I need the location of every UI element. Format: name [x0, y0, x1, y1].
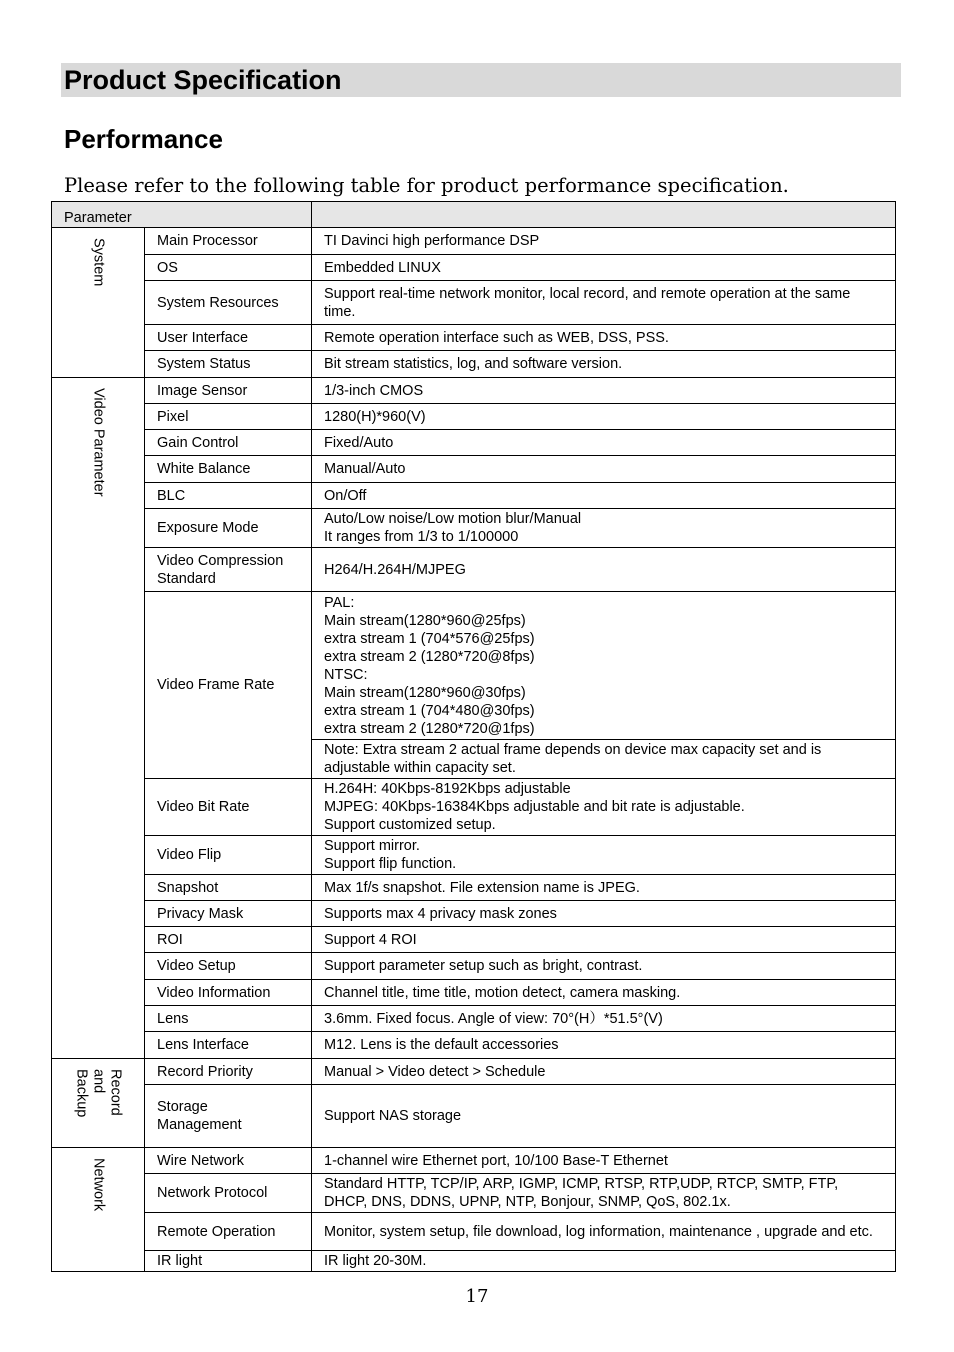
- param-value-cell: Standard HTTP, TCP/IP, ARP, IGMP, ICMP, RTSP, RTP,UDP, RTCP, SMTP, FTP, DHCP, DNS, DDNS, UPNP, NTP, Bonjour, SNMP, QoS, 802.1x.: [312, 1174, 896, 1213]
- param-name-cell: Exposure Mode: [145, 509, 312, 548]
- table-row: [52, 1174, 896, 1213]
- param-value-cell: M12. Lens is the default accessories: [312, 1032, 896, 1059]
- param-name-cell: Video Compression Standard: [145, 548, 312, 592]
- table-row: [52, 378, 896, 404]
- param-name-cell: BLC: [145, 483, 312, 509]
- table-row: [52, 836, 896, 875]
- param-note-cell: Note: Extra stream 2 actual frame depends on device max capacity set and is adjustable within capacity set.: [312, 740, 896, 779]
- table-row: [52, 548, 896, 592]
- param-value-cell: Fixed/Auto: [312, 430, 896, 456]
- table-row: [52, 255, 896, 281]
- intro-paragraph: Please refer to the following table for product performance specification.: [64, 174, 789, 197]
- param-value-cell: 1-channel wire Ethernet port, 10/100 Base-T Ethernet: [312, 1148, 896, 1174]
- table-row: [52, 1251, 896, 1272]
- param-name-cell: Remote Operation: [145, 1213, 312, 1251]
- param-value-cell: Embedded LINUX: [312, 255, 896, 281]
- group-label: System: [90, 238, 107, 287]
- param-name-cell: Video Information: [145, 980, 312, 1006]
- table-row: [52, 927, 896, 953]
- table-row: [52, 953, 896, 980]
- param-value-cell: Support 4 ROI: [312, 927, 896, 953]
- param-name-cell: Main Processor: [145, 228, 312, 255]
- param-name-cell: IR light: [145, 1251, 312, 1272]
- table-row: [52, 901, 896, 927]
- param-value-cell: 3.6mm. Fixed focus. Angle of view: 70°(H）*51.5°(V): [312, 1006, 896, 1032]
- table-row: [52, 325, 896, 351]
- group-label: Record and Backup: [73, 1069, 124, 1118]
- group-label: Network: [90, 1158, 107, 1212]
- table-row: [52, 1085, 896, 1148]
- param-value-cell: Support mirror. Support flip function.: [312, 836, 896, 875]
- param-name-cell: Lens Interface: [145, 1032, 312, 1059]
- table-row: [52, 980, 896, 1006]
- param-name-cell: Video Frame Rate: [145, 592, 312, 779]
- param-name-cell: Privacy Mask: [145, 901, 312, 927]
- table-row: [52, 1032, 896, 1059]
- param-value-cell: 1/3-inch CMOS: [312, 378, 896, 404]
- param-name-cell: System Status: [145, 351, 312, 378]
- group-label-cell: [52, 1148, 145, 1272]
- param-value-cell: Support real-time network monitor, local record, and remote operation at the same time.: [312, 281, 896, 325]
- param-value-cell: Supports max 4 privacy mask zones: [312, 901, 896, 927]
- param-name-cell: ROI: [145, 927, 312, 953]
- table-row: [52, 875, 896, 901]
- title-bar: [61, 63, 901, 97]
- param-value-cell: TI Davinci high performance DSP: [312, 228, 896, 255]
- group-label-cell: [52, 378, 145, 1059]
- table-row: [52, 404, 896, 430]
- header-value: [312, 202, 896, 228]
- param-name-cell: Video Setup: [145, 953, 312, 980]
- param-value-cell: Bit stream statistics, log, and software version.: [312, 351, 896, 378]
- param-value-cell: H264/H.264H/MJPEG: [312, 548, 896, 592]
- table-row: [52, 1213, 896, 1251]
- table-row: [52, 509, 896, 548]
- param-value-cell: Remote operation interface such as WEB, DSS, PSS.: [312, 325, 896, 351]
- param-value-cell: 1280(H)*960(V): [312, 404, 896, 430]
- table-row: [52, 351, 896, 378]
- param-value-cell: Support NAS storage: [312, 1085, 896, 1148]
- param-value-cell: PAL: Main stream(1280*960@25fps) extra stream 1 (704*576@25fps) extra stream 2 (1280*720@8fps) NTSC: Main stream(1280*960@30fps) extra stream 1 (704*480@30fps) extra stream 2 (1280*720@1fps): [312, 592, 896, 740]
- table-row: [52, 430, 896, 456]
- param-value-cell: Monitor, system setup, file download, log information, maintenance , upgrade and etc.: [312, 1213, 896, 1251]
- param-value-cell: Manual > Video detect > Schedule: [312, 1059, 896, 1085]
- param-value-cell: Support parameter setup such as bright, contrast.: [312, 953, 896, 980]
- param-name-cell: Pixel: [145, 404, 312, 430]
- section-heading: Performance: [64, 124, 223, 154]
- page-title: Product Specification: [64, 65, 342, 95]
- table-row: [52, 779, 896, 836]
- param-name-cell: Snapshot: [145, 875, 312, 901]
- table-row: [52, 483, 896, 509]
- param-value-cell: IR light 20-30M.: [312, 1251, 896, 1272]
- param-name-cell: System Resources: [145, 281, 312, 325]
- param-value-cell: Manual/Auto: [312, 456, 896, 483]
- param-name-cell: Record Priority: [145, 1059, 312, 1085]
- table-row: [52, 456, 896, 483]
- param-name-cell: Storage Management: [145, 1085, 312, 1148]
- param-name-cell: White Balance: [145, 456, 312, 483]
- param-value-cell: H.264H: 40Kbps-8192Kbps adjustable MJPEG: 40Kbps-16384Kbps adjustable and bit rate is adjustable. Support customized setup.: [312, 779, 896, 836]
- table-row: [52, 281, 896, 325]
- spec-table: [51, 201, 896, 1272]
- table-row: [52, 1148, 896, 1174]
- table-header-row: [52, 202, 896, 228]
- param-name-cell: Image Sensor: [145, 378, 312, 404]
- group-label-cell: [52, 1059, 145, 1148]
- param-name-cell: Gain Control: [145, 430, 312, 456]
- header-parameter: Parameter: [52, 202, 312, 228]
- table-row: [52, 1006, 896, 1032]
- group-label-cell: [52, 228, 145, 378]
- param-value-cell: Auto/Low noise/Low motion blur/Manual It ranges from 1/3 to 1/100000: [312, 509, 896, 548]
- param-value-cell: Channel title, time title, motion detect, camera masking.: [312, 980, 896, 1006]
- param-name-cell: Network Protocol: [145, 1174, 312, 1213]
- page-number: 17: [465, 1286, 489, 1307]
- param-name-cell: Video Bit Rate: [145, 779, 312, 836]
- spec-table-body: [52, 228, 896, 1272]
- table-row: [52, 1059, 896, 1085]
- param-name-cell: Wire Network: [145, 1148, 312, 1174]
- group-label: Video Parameter: [90, 388, 107, 497]
- table-row: [52, 592, 896, 740]
- param-name-cell: Video Flip: [145, 836, 312, 875]
- param-value-cell: On/Off: [312, 483, 896, 509]
- param-value-cell: Max 1f/s snapshot. File extension name is JPEG.: [312, 875, 896, 901]
- param-name-cell: Lens: [145, 1006, 312, 1032]
- param-name-cell: User Interface: [145, 325, 312, 351]
- param-name-cell: OS: [145, 255, 312, 281]
- table-row: [52, 228, 896, 255]
